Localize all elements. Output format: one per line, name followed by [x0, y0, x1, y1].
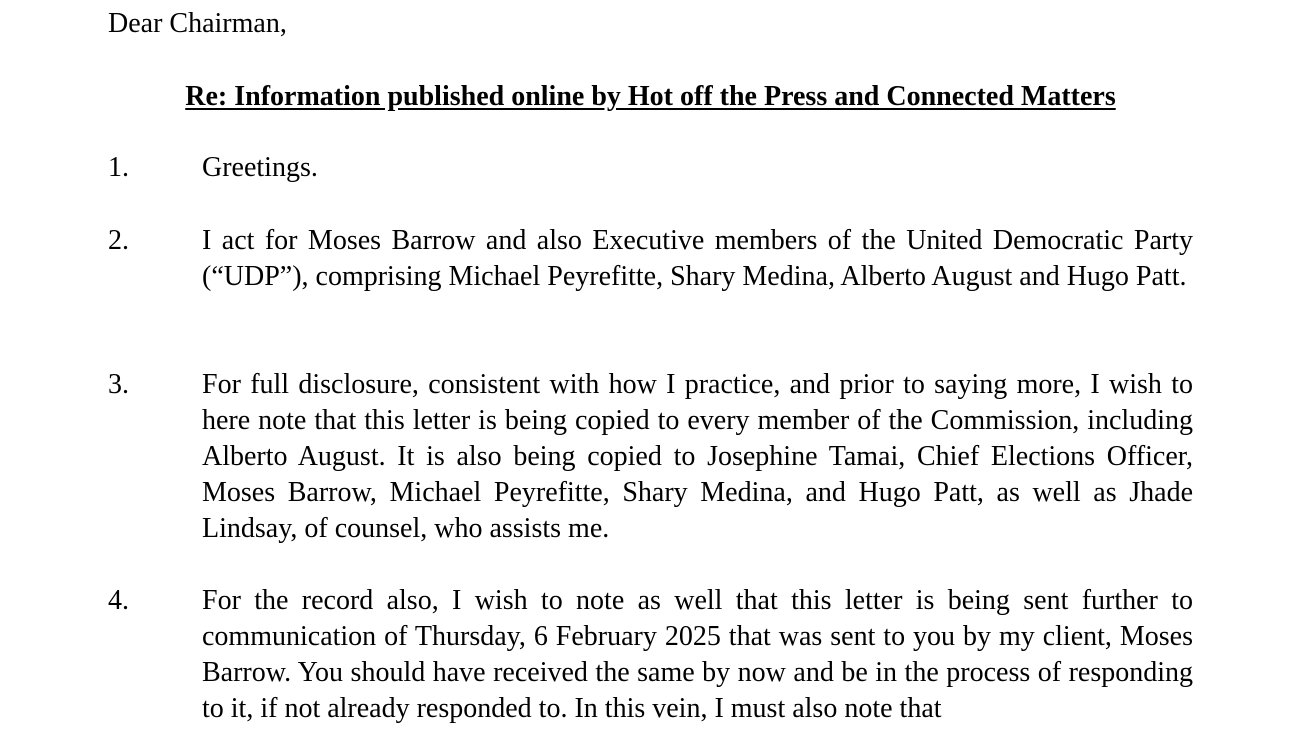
paragraph-text: For full disclosure, consistent with how I practice, and prior to saying more, I wish to here note that this letter is being copied to every member of the Commission, including Alberto August. It is also being copied to Josephine Tamai, Chief Elections Officer, Moses Barrow, Michael Peyrefitte, Shary Medina, and Hugo Patt, as well as Jhade Lindsay, of counsel, who assists me. — [202, 369, 1193, 544]
paragraph-number: 3. — [108, 369, 129, 400]
paragraph-4 — [108, 583, 1193, 727]
paragraph-number: 1. — [108, 152, 129, 183]
paragraph-3 — [108, 367, 1193, 547]
paragraph-2 — [108, 223, 1193, 295]
subject-heading: Re: Information published online by Hot off the Press and Connected Matters — [185, 81, 1116, 112]
paragraph-1 — [108, 150, 1193, 186]
paragraph-text: Greetings. — [202, 152, 318, 183]
salutation: Dear Chairman, — [108, 8, 287, 39]
paragraph-number: 4. — [108, 585, 129, 616]
paragraph-text: For the record also, I wish to note as well that this letter is being sent further to communication of Thursday, 6 February 2025 that was sent to you by my client, Moses Barrow. You should have received the same by now and be in the process of responding to it, if not already responded to. In this vein, I must also note that — [202, 585, 1193, 724]
paragraph-text: I act for Moses Barrow and also Executive members of the United Democratic Party (“UDP”), comprising Michael Peyrefitte, Shary Medina, Alberto August and Hugo Patt. — [202, 225, 1193, 292]
paragraph-number: 2. — [108, 225, 129, 256]
